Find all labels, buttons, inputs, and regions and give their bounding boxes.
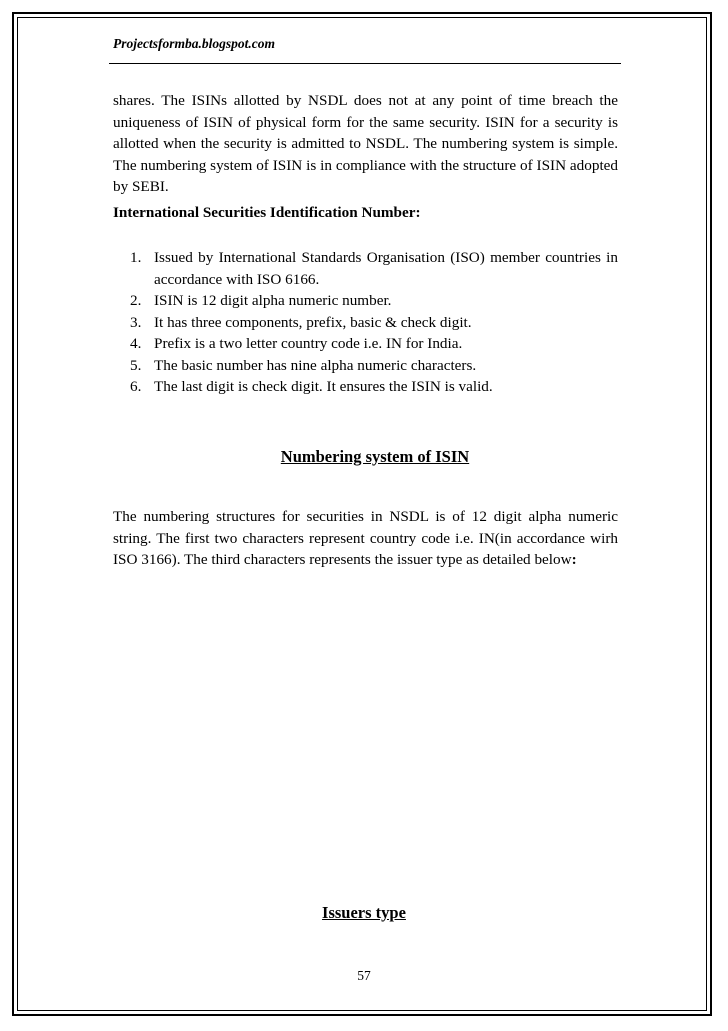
list-number: 6. (130, 378, 142, 395)
list-text: The last digit is check digit. It ensures the ISIN is valid. (154, 378, 493, 395)
page-number: 57 (357, 968, 371, 983)
issuers-title: Issuers type (322, 903, 406, 922)
list-text: The basic number has nine alpha numeric characters. (154, 356, 477, 374)
list-number: 4. (130, 335, 142, 352)
list-item (113, 333, 618, 355)
numbering-paragraph-colon: : (571, 551, 577, 568)
list-text: ISIN is 12 digit alpha numeric number. (154, 292, 392, 309)
list-number: 2. (130, 292, 142, 309)
list-text: Prefix is a two letter country code i.e. IN for India. (154, 335, 463, 352)
isin-heading: International Securities Identification Number: (113, 204, 421, 221)
list-item (113, 376, 618, 398)
intro-paragraph: shares. The ISINs allotted by NSDL does not at any point of time breach the uniqueness of ISIN of physical form for the same security. ISIN for a security is allotted when the security is admitted to NSDL. The numbering system is simple. The numbering system of ISIN is in compliance with the structure of ISIN adopted by SEBI. (113, 92, 618, 195)
list-item (113, 355, 618, 377)
list-number: 5. (130, 356, 142, 374)
list-item (113, 290, 618, 312)
list-item (113, 247, 618, 290)
header-site: Projectsformba.blogspot.com (113, 36, 275, 51)
list-text: Issued by International Standards Organisation (ISO) member countries in accordance with ISO 6166. (154, 249, 618, 288)
numbering-paragraph (113, 506, 618, 571)
numbering-title: Numbering system of ISIN (280, 447, 470, 466)
list-item (113, 312, 618, 334)
isin-list (113, 247, 618, 398)
list-number: 3. (130, 313, 142, 331)
numbering-paragraph-text: The numbering structures for securities in NSDL is of 12 digit alpha numeric string. The first two characters represent country code i.e. IN(in accordance wirh ISO 3166). The third characters represents the issuer type as detailed below (113, 508, 618, 568)
list-number: 1. (130, 249, 142, 266)
list-text: It has three components, prefix, basic & check digit. (154, 313, 472, 331)
header-rule (109, 63, 621, 64)
